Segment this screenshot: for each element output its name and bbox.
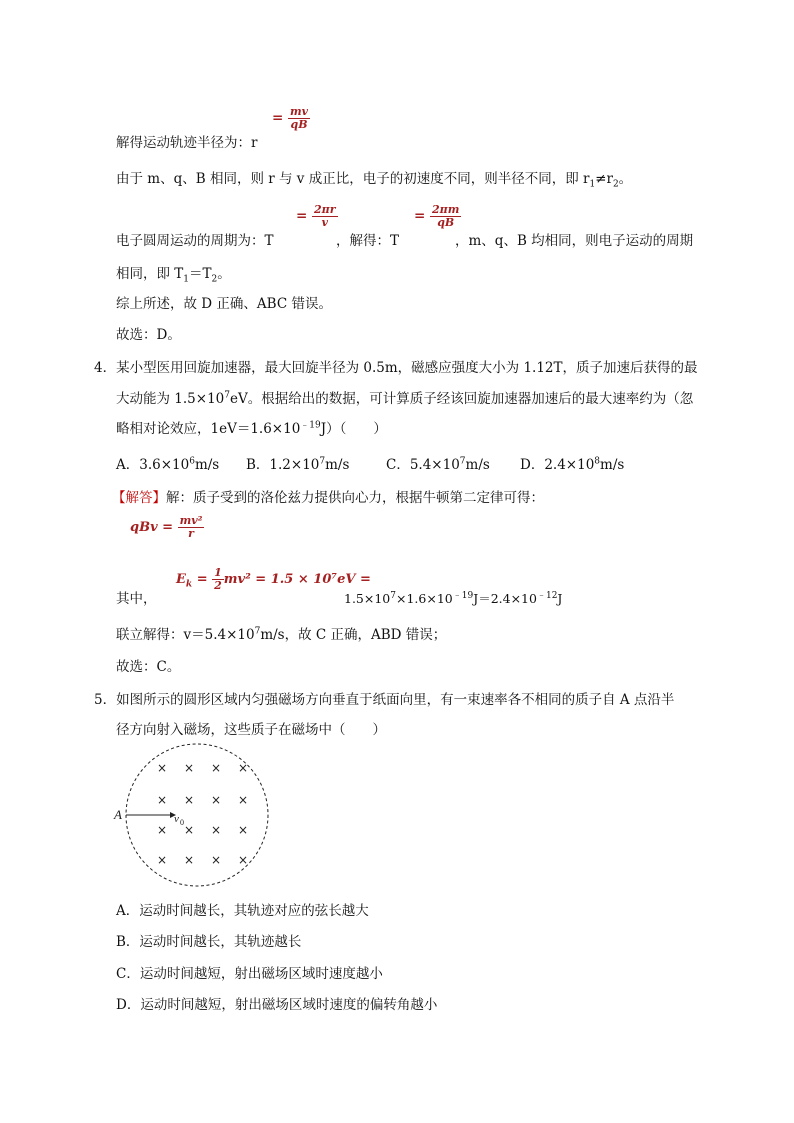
fraction-numerator: mv (290, 105, 309, 118)
option-text: m/s (600, 457, 625, 473)
period-label-c (455, 229, 693, 249)
field-cross-mark: × (157, 853, 168, 867)
q5-option-c[interactable] (116, 962, 383, 982)
point-a-label: A (114, 807, 122, 822)
period-text: 电子圆周运动的周期为：T (116, 233, 274, 249)
option-text: m/s (325, 457, 350, 473)
option-text: D．2.4×10 (520, 457, 595, 473)
option-text: B．1.2×10 (246, 457, 320, 473)
superscript: 7 (459, 456, 466, 467)
period-fraction-1 (312, 204, 338, 229)
fraction-denominator: v (321, 216, 328, 229)
solution-text: m/s，故 C 正确，ABD 错误； (260, 627, 447, 643)
field-cross-mark: × (157, 793, 168, 807)
field-cross-mark: × (238, 761, 249, 775)
q5-option-a[interactable] (116, 899, 369, 919)
subscript: 2 (211, 274, 218, 285)
period-conclusion-text: ，m、q、B 均相同，则电子运动的周期 (455, 233, 694, 249)
fraction-numerator: 2πm (432, 203, 460, 216)
velocity-label: v (174, 813, 179, 825)
text: ＝T (189, 266, 212, 282)
q4-option-c[interactable] (386, 453, 490, 473)
superscript: 6 (189, 456, 195, 467)
field-cross-mark: × (238, 823, 249, 837)
superscript: 8 (594, 456, 601, 467)
velocity-subscript: 0 (180, 818, 184, 827)
option-text: B．运动时间越长，其轨迹越长 (116, 934, 302, 950)
option-text: C．运动时间越短，射出磁场区域时速度越小 (116, 966, 383, 982)
field-cross-mark: × (238, 793, 249, 807)
field-cross-mark: × (184, 761, 195, 775)
option-text: D．运动时间越短，射出磁场区域时速度的偏转角越小 (116, 997, 438, 1013)
option-text: m/s (194, 457, 220, 473)
question-text: 大动能为 1.5×10 (116, 391, 225, 407)
question-text: 5．如图所示的圆形区域内匀强磁场方向垂直于纸面向里，有一束速率各不相同的质子自 A 点沿半 (94, 692, 675, 708)
superscript: 7 (224, 390, 230, 401)
equation-lhs: qBv = (130, 520, 174, 535)
where-text: 其中， (116, 591, 157, 607)
q4-option-d[interactable] (520, 453, 624, 473)
answer-tag: 【解答】 (112, 490, 166, 506)
q4-line-1 (94, 356, 698, 376)
q4-line-2 (116, 387, 693, 407)
answer-line-2 (116, 655, 180, 675)
field-cross-mark: × (157, 823, 168, 837)
question-text: J）（ ） (320, 421, 387, 437)
q5-line-2 (116, 718, 386, 738)
subscript: 1 (183, 274, 190, 285)
kinetic-energy-equation (176, 567, 371, 592)
fraction-denominator: qB (290, 118, 308, 131)
equals-sign: = (414, 208, 426, 224)
period-mark: 。 (618, 171, 633, 187)
radius-fraction (288, 106, 310, 131)
period-formula-2 (414, 204, 461, 229)
equals-sign: = (296, 208, 308, 224)
solution-text: 联立解得：v＝5.4×10 (116, 627, 255, 643)
text: 相同，即 T (116, 266, 184, 282)
q5-line-1 (94, 688, 674, 708)
option-text: C．5.4×10 (386, 457, 460, 473)
fraction-denominator: r (188, 527, 194, 540)
period-label-b (336, 229, 399, 249)
superscript: 7 (254, 626, 261, 637)
field-cross-mark: × (211, 853, 222, 867)
fraction-denominator: qB (437, 216, 455, 229)
option-text: A．3.6×10 (116, 457, 190, 473)
field-cross-mark: × (184, 853, 195, 867)
magnetic-field-figure (110, 742, 280, 892)
lorentz-equation (130, 515, 204, 540)
q5-option-d[interactable] (116, 993, 437, 1013)
solve-text: ，解得：T (336, 233, 400, 249)
q5-option-b[interactable] (116, 930, 301, 950)
eq-text: 1.5×10 (344, 591, 391, 606)
eq-text: E (176, 572, 186, 587)
combined-solution-line (116, 623, 446, 643)
question-text: eV。根据给出的数据，可计算质子经该回旋加速器加速后的最大速率约为（忽 (230, 391, 694, 407)
question-text: 径方向射入磁场，这些质子在磁场中（ ） (116, 722, 386, 738)
q4-line-3 (116, 417, 387, 437)
superscript: 7 (319, 456, 326, 467)
text: 。 (217, 266, 231, 282)
where-label (116, 587, 157, 607)
superscript: ﹣12 (536, 590, 558, 601)
fraction-numerator: mv² (179, 514, 203, 527)
q4-option-a[interactable] (116, 453, 219, 473)
proportional-line (116, 167, 633, 190)
summary-line (116, 292, 332, 312)
answer-text: 故选：D。 (116, 327, 181, 343)
subscript: 1 (589, 179, 596, 190)
field-cross-mark: × (211, 793, 222, 807)
eq-text: mv² = 1.5 × 10⁷eV = (223, 572, 371, 587)
field-cross-mark: × (211, 823, 222, 837)
superscript: 7 (390, 590, 396, 601)
superscript: ﹣19 (452, 590, 474, 601)
period-fraction-2 (430, 204, 461, 229)
option-text: A．运动时间越长，其轨迹对应的弦长越大 (116, 903, 369, 919)
field-cross-mark: × (211, 761, 222, 775)
eq-text: = (192, 572, 213, 587)
field-cross-mark: × (184, 823, 195, 837)
proportional-text: 由于 m、q、B 相同，则 r 与 v 成正比，电子的初速度不同，则半径不同，即 r (116, 171, 590, 187)
centripetal-fraction (178, 515, 205, 540)
fraction-numerator: 1 (214, 566, 222, 579)
fraction-denominator: 2 (214, 579, 222, 592)
answer-heading-line (112, 486, 544, 506)
eq-text: J (557, 591, 563, 606)
period-formula-1 (296, 204, 338, 229)
fraction-numerator: 2πr (314, 203, 336, 216)
radius-formula (272, 106, 310, 131)
answer-text: 解：质子受到的洛伦兹力提供向心力，根据牛顿第二定律可得： (166, 490, 544, 506)
option-text: m/s (465, 457, 490, 473)
subscript: 2 (612, 179, 619, 190)
question-text: 4．某小型医用回旋加速器，最大回旋半径为 0.5m，磁感应强度大小为 1.12T，质子加速后获得的最 (94, 360, 698, 376)
summary-text: 综上所述，故 D 正确、ABC 错误。 (116, 296, 332, 312)
neq-text: ≠r (595, 171, 613, 187)
period-label-a (116, 229, 274, 249)
answer-line-1 (116, 323, 181, 343)
field-cross-mark: × (184, 793, 195, 807)
subscript: k (185, 579, 193, 590)
answer-text: 故选：C。 (116, 659, 181, 675)
field-cross-mark: × (157, 761, 168, 775)
question-text: 略相对论效应，1eV＝1.6×10 (116, 421, 301, 437)
radius-solution-line (116, 131, 257, 151)
eq-text: ×1.6×10 (396, 591, 453, 606)
half-fraction (212, 567, 224, 592)
field-cross-mark: × (238, 853, 249, 867)
kinetic-energy-value (344, 589, 562, 607)
period-equal-line (116, 262, 231, 285)
superscript: ﹣19 (300, 420, 321, 431)
radius-label: 解得运动轨迹半径为：r (116, 135, 258, 151)
eq-text: J＝2.4×10 (473, 591, 537, 606)
q4-option-b[interactable] (246, 453, 349, 473)
equals-sign: = (272, 110, 284, 126)
